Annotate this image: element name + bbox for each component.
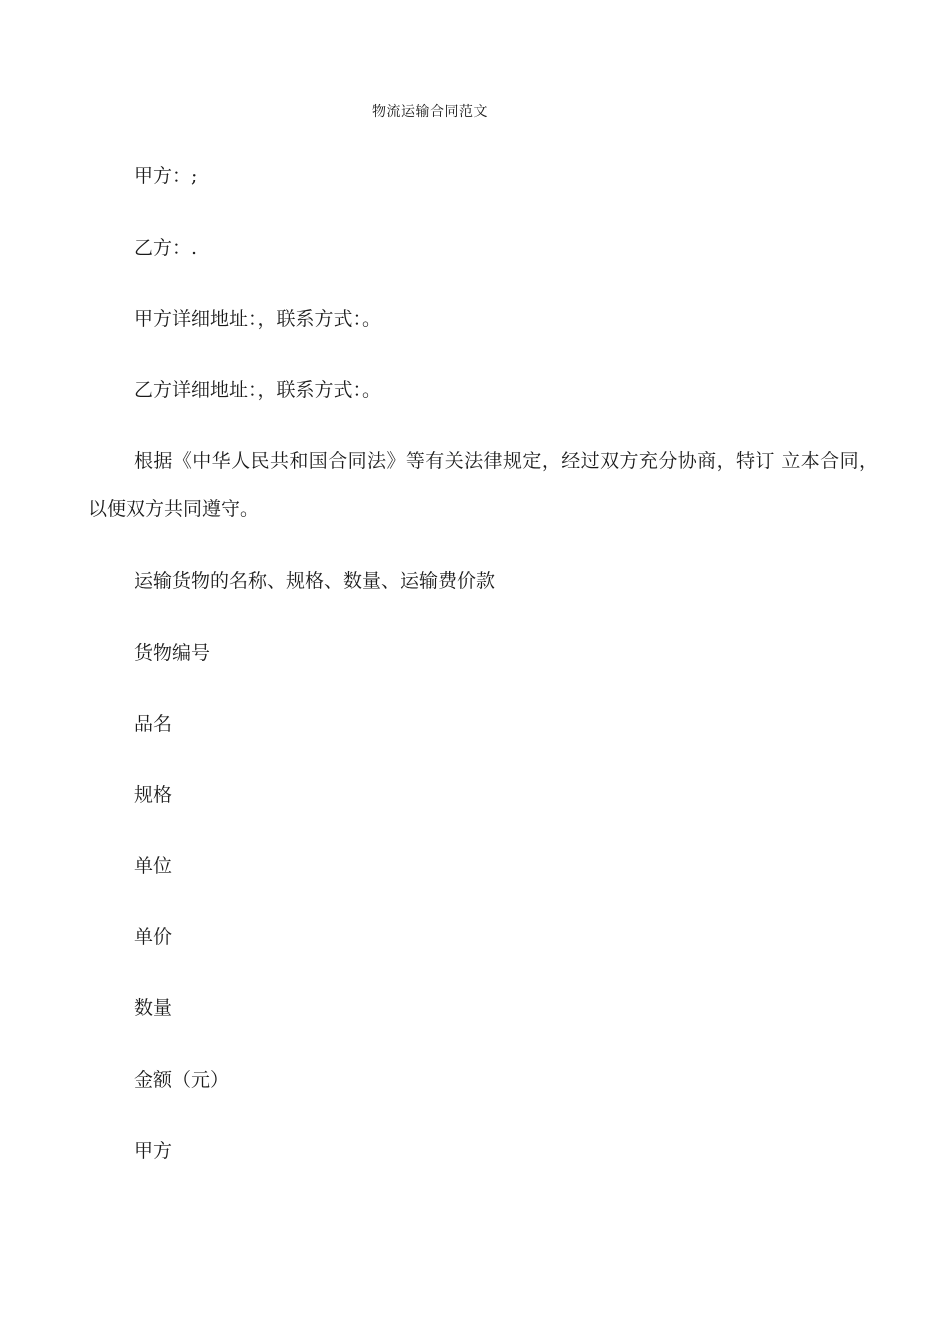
field-product-name: 品名	[134, 713, 173, 735]
field-party-a: 甲方	[134, 1140, 173, 1162]
preamble-paragraph: 根据《中华人民共和国合同法》等有关法律规定，经过双方充分协商，特订 立本合同，以便双方共同遵守。	[88, 450, 878, 520]
field-specification: 规格	[134, 784, 173, 806]
party-a-address-line: 甲方详细地址：，联系方式：。	[134, 308, 382, 330]
document-title: 物流运输合同范文	[372, 104, 488, 120]
party-a-line: 甲方：;	[134, 165, 198, 187]
field-unit: 单位	[134, 855, 173, 877]
field-unit-price: 单价	[134, 926, 173, 948]
party-b-address-line: 乙方详细地址：，联系方式：。	[134, 379, 382, 401]
field-goods-number: 货物编号	[134, 642, 211, 664]
field-quantity: 数量	[134, 997, 173, 1019]
party-b-line: 乙方：.	[134, 237, 198, 259]
section-heading: 运输货物的名称、规格、数量、运输费价款	[134, 570, 496, 592]
field-amount: 金额（元）	[134, 1069, 230, 1091]
